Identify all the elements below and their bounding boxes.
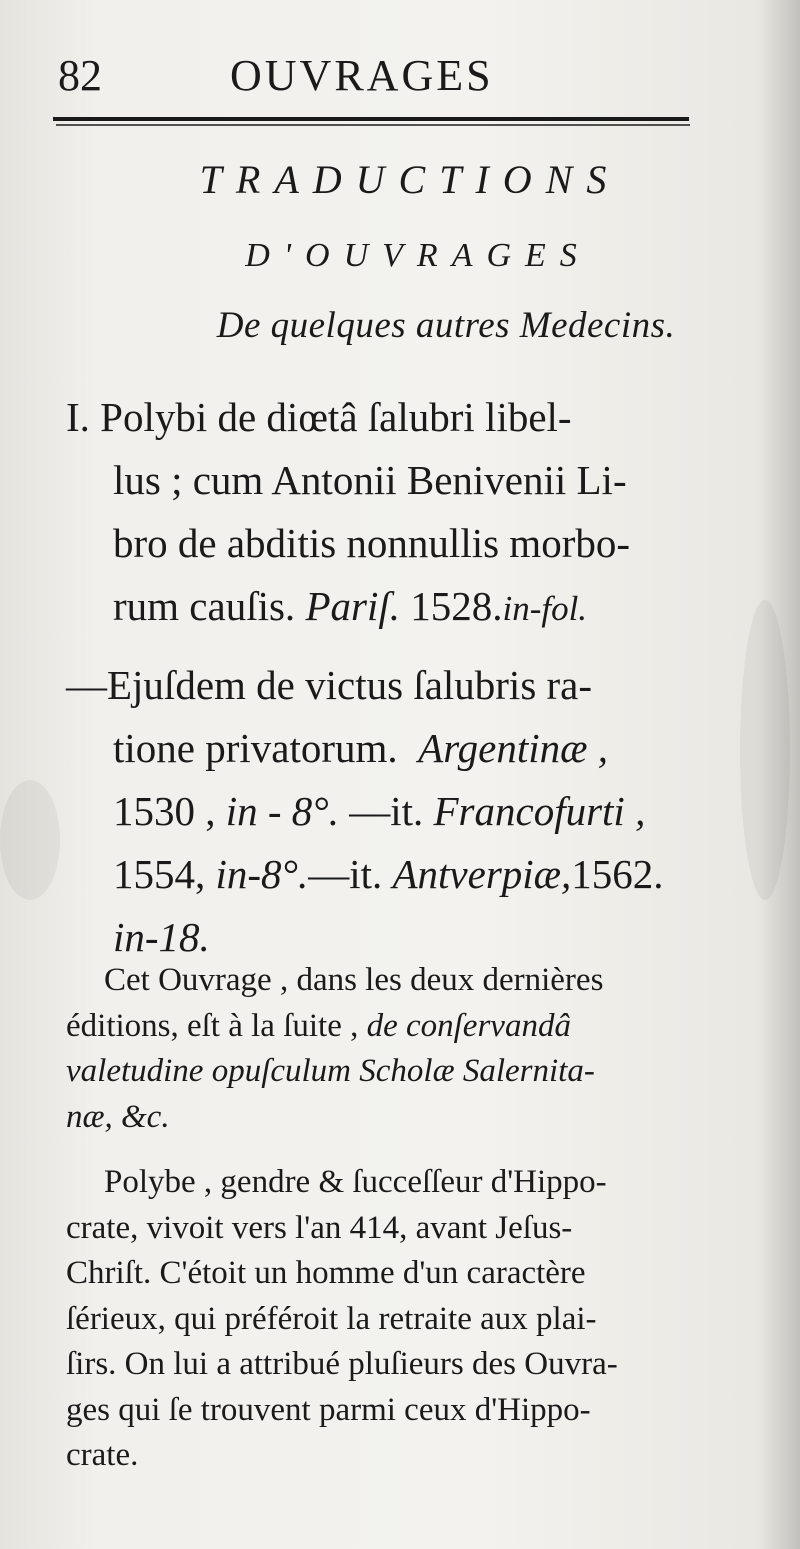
paper-smudge [740,600,790,900]
running-head: OUVRAGES [230,51,494,100]
imprint-place: Pariſ. [305,583,400,629]
entry-line [66,717,714,780]
entry-line: lus ; cum Antonii Benivenii Li- [113,457,627,503]
note-line: crate, vivoit vers l'an 414, avant Jeſus- [66,1209,573,1246]
imprint-year: 1562. [571,851,664,897]
entry-line [66,780,714,843]
entry-text: rum cauſis. [113,583,296,629]
paper-smudge [0,780,60,900]
note-line [66,1004,726,1050]
entry-line: in-18. [113,914,210,960]
page-number: 82 [58,51,102,100]
note-line: valetudine opuſculum Scholæ Salernita- [66,1053,595,1089]
entry-line [66,575,714,640]
section-subtitle: D'OUVRAGES [245,237,591,274]
imprint-note: —it. [308,851,383,897]
note-line: Cet Ouvrage , dans les deux dernières [104,962,604,998]
imprint-year: 1528. [410,583,503,629]
note-line: ſirs. On lui a attribué pluſieurs des Ouvra- [66,1346,618,1382]
note-line: næ, &c. [66,1098,170,1135]
imprint-format: in-8°. [215,851,309,897]
imprint-format: in - 8°. [225,788,339,834]
note-line: Chriſt. C'étoit un homme d'un caractère [66,1255,586,1291]
imprint-year: 1554, [113,851,206,897]
note-line: ſérieux, qui préféroit la retraite aux plai- [66,1300,597,1337]
imprint-year: 1530 , [113,788,216,834]
entry-line: I. Polybi de diœtâ ſalubri libel- [66,394,572,440]
bibliography-entry-1 [66,386,714,640]
entry-line: bro de abditis nonnullis morbo- [113,520,631,566]
header-rule-thin [56,124,690,126]
note-line: crate. [66,1437,139,1473]
page-header [58,48,698,108]
entry-line: —Ejuſdem de victus ſalubris ra- [66,662,593,708]
note-line: Polybe , gendre & ſucceſſeur d'Hippo- [104,1164,607,1200]
imprint-format: in-fol. [502,589,588,628]
imprint-note: —it. [349,788,424,834]
note-line: ges qui ſe trouvent parmi ceux d'Hippo- [66,1391,591,1428]
commentary-paragraph-1 [66,958,726,1140]
note-text: éditions, eſt à la ſuite , [66,1007,359,1044]
entry-text: tione privatorum. [113,725,398,771]
entry-line [66,843,714,906]
imprint-place: Antverpiæ, [392,851,572,897]
imprint-place: Francofurti , [433,788,646,834]
header-rule [53,117,689,121]
bibliography-entry-2 [66,654,714,969]
commentary-paragraph-2 [66,1160,726,1479]
section-subheading: De quelques autres Medecins. [216,305,676,346]
note-title: de conſervandâ [366,1007,571,1044]
section-title: TRADUCTIONS [199,157,621,202]
imprint-place: Argentinæ , [418,725,608,771]
